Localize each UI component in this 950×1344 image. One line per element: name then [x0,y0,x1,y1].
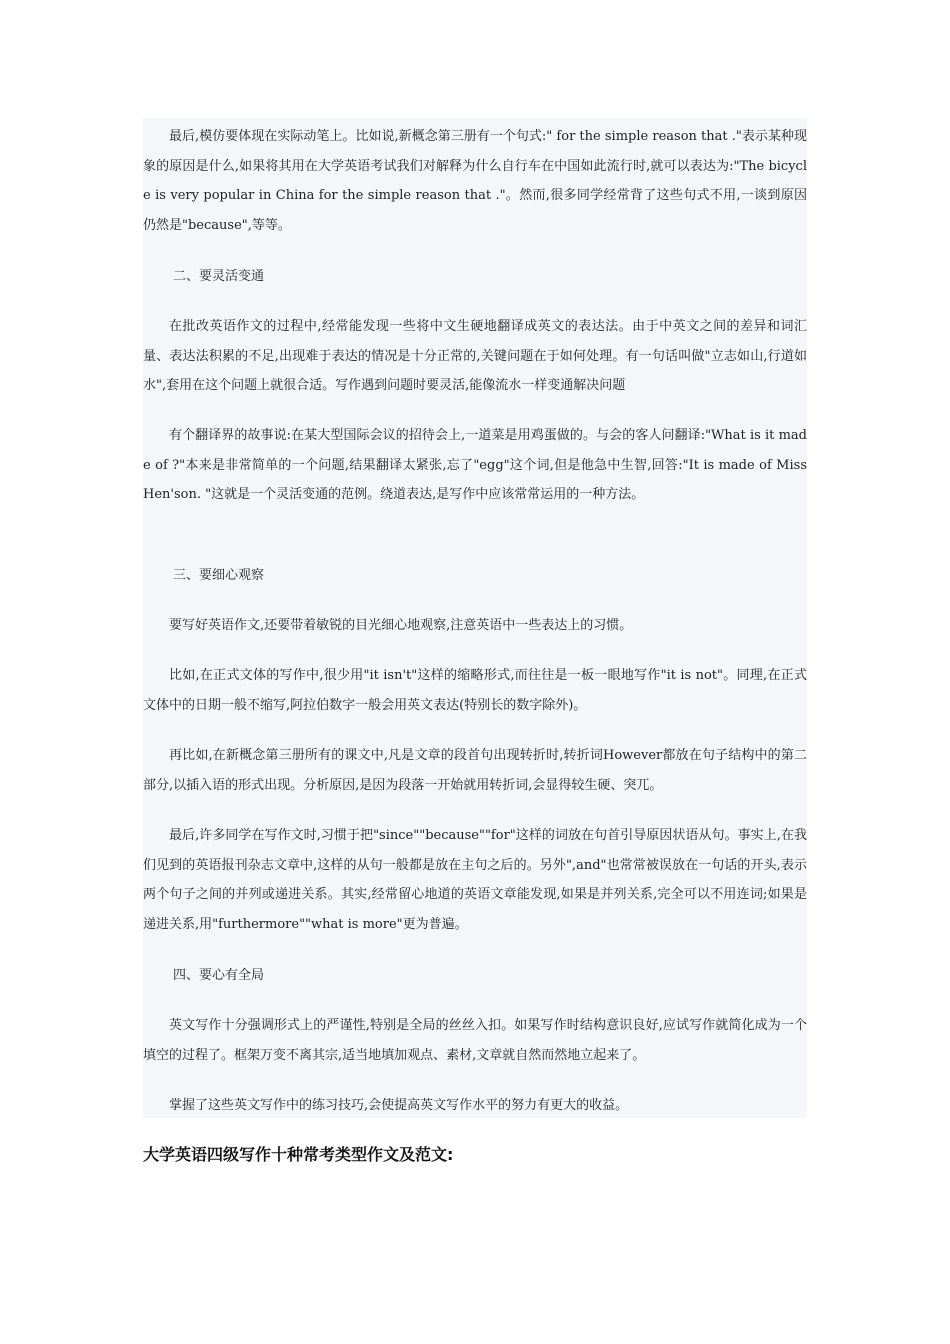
paragraph-however-position: 再比如,在新概念第三册所有的课文中,凡是文章的段首句出现转折时,转折词However都放在句子结构中的第二部分,以插入语的形式出现。分析原因,是因为段落一开始就用转折词,会显得较生硬、突兀。 [143,748,807,793]
paragraph-imitation: 最后,模仿要体现在实际动笔上。比如说,新概念第三册有一个句式:" for the simple reason that ."表示某种现象的原因是什么,如果将其用在大学英语考试我们对解释为什么自行车在中国如此流行时,就可以表达为:"The bicycle is very popular in China for the simple reason that ."。然而,很多同学经常背了这些句式不用,一谈到原因仍然是"because",等等。 [143,129,807,234]
heading-flexibility: 二、要灵活变通 [173,269,265,284]
paragraph-structure: 英文写作十分强调形式上的严谨性,特别是全局的丝丝入扣。如果写作时结构意识良好,应试写作就简化成为一个填空的过程了。框架万变不离其宗,适当地填加观点、素材,文章就自然而然地立起来了。 [143,1018,807,1063]
paragraph-translation-story: 有个翻译界的故事说:在某大型国际会议的招待会上,一道菜是用鸡蛋做的。与会的客人问翻译:"What is it made of ?"本来是非常简单的一个问题,结果翻译太紧张,忘了"egg"这个词,但是他急中生智,回答:"It is made of Miss Hen'son. "这就是一个灵活变通的范例。绕道表达,是写作中应该常常运用的一种方法。 [143,428,807,503]
paragraph-conjunctions: 最后,许多同学在写作文时,习惯于把"since""because""for"这样的词放在句首引导原因状语从句。事实上,在我们见到的英语报刊杂志文章中,这样的从句一般都是放在主句之后的。另外",and"也常常被误放在一句话的开头,表示两个句子之间的并列或递进关系。其实,经常留心地道的英语文章能发现,如果是并列关系,完全可以不用连词;如果是递进关系,用"furthermore""what is more"更为普遍。 [143,828,807,933]
heading-overall-structure: 四、要心有全局 [173,968,265,983]
heading-observation: 三、要细心观察 [173,568,265,583]
paragraph-formal-style: 比如,在正式文体的写作中,很少用"it isn't"这样的缩略形式,而往往是一板一眼地写作"it is not"。同理,在正式文体中的日期一般不缩写,阿拉伯数字一般会用英文表达(特别长的数字除外)。 [143,668,807,713]
paragraph-conclusion: 掌握了这些英文写作中的练习技巧,会使提高英文写作水平的努力有更大的收益。 [169,1098,629,1113]
paragraph-observation-intro: 要写好英语作文,还要带着敏锐的目光细心地观察,注意英语中一些表达上的习惯。 [169,618,633,633]
section-title: 大学英语四级写作十种常考类型作文及范文: [143,1145,454,1164]
paragraph-flexibility: 在批改英语作文的过程中,经常能发现一些将中文生硬地翻译成英文的表达法。由于中英文之间的差异和词汇量、表达法积累的不足,出现难于表达的情况是十分正常的,关键问题在于如何处理。有一句话叫做"立志如山,行道如水",套用在这个问题上就很合适。写作遇到问题时要灵活,能像流水一样变通解决问题 [143,319,807,394]
